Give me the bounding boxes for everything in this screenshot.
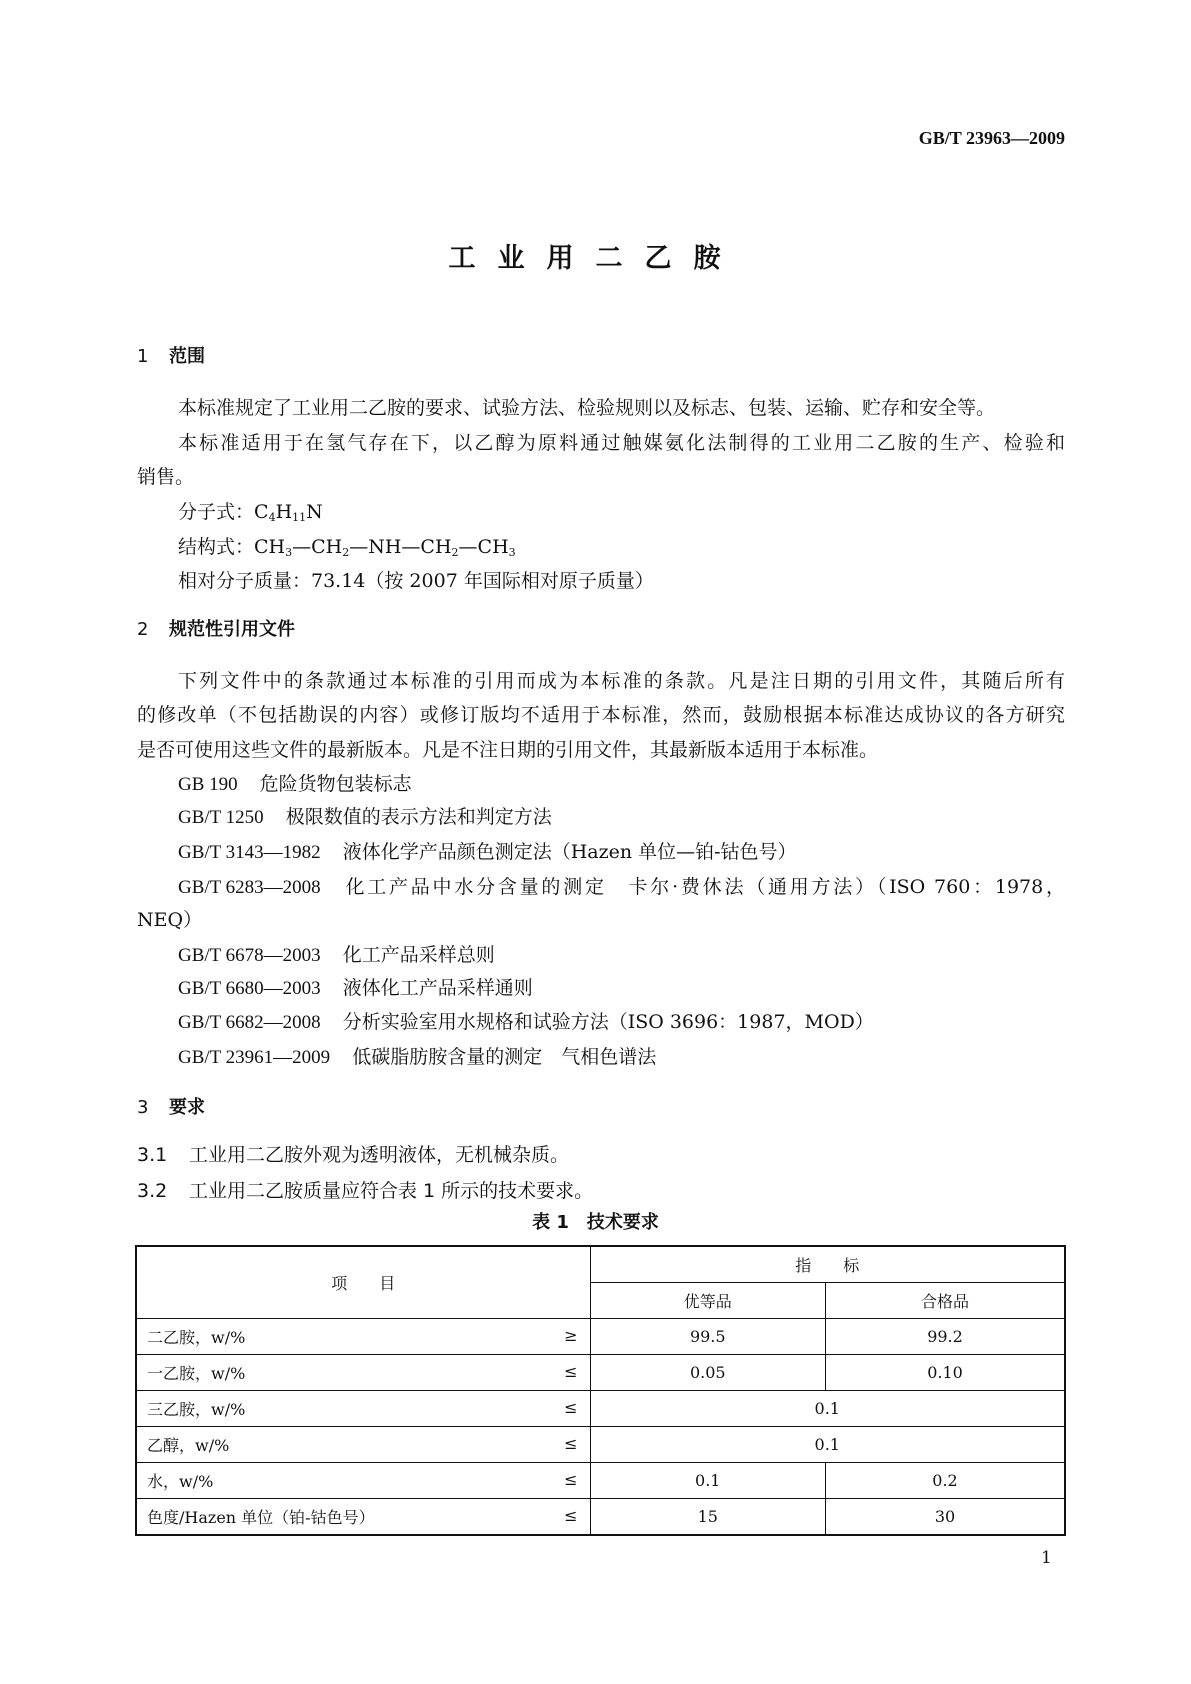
page-number: 1	[1041, 1548, 1052, 1568]
paragraph: 本标准规定了工业用二乙胺的要求、试验方法、检验规则以及标志、包装、运输、贮存和安全等。	[178, 397, 996, 419]
structural-formula	[178, 532, 516, 559]
f: —NH—CH	[349, 536, 452, 558]
reference-item	[178, 802, 552, 829]
item-label: 乙醇，w/%	[147, 1436, 230, 1455]
ref-code: GB/T 1250	[178, 807, 264, 828]
reference-item	[178, 837, 797, 864]
document-title: 工业用二乙胺	[448, 243, 743, 274]
item-label: 二乙胺，w/%	[147, 1328, 246, 1347]
row-item	[136, 1319, 590, 1355]
table-row	[136, 1391, 1065, 1427]
value-qualified: 0.2	[826, 1463, 1066, 1499]
header-item: 项 目	[136, 1246, 590, 1319]
row-item	[136, 1463, 590, 1499]
reference-item	[178, 769, 412, 796]
table-row	[136, 1319, 1065, 1355]
item-label: 一乙胺，w/%	[147, 1364, 246, 1383]
row-item	[136, 1355, 590, 1391]
f: 3	[508, 546, 516, 559]
ref-code: GB 190	[178, 774, 238, 795]
paragraph: 下列文件中的条款通过本标准的引用而成为本标准的条款。凡是注日期的引用文件，其随后所有	[178, 670, 1065, 692]
value-qualified: 0.10	[826, 1355, 1066, 1391]
clause-3-2	[137, 1176, 593, 1203]
f: N	[306, 501, 323, 523]
molecular-mass: 相对分子质量：73.14（按 2007 年国际相对原子质量）	[178, 570, 654, 592]
table-row	[136, 1427, 1065, 1463]
operator: ≤	[564, 1470, 578, 1489]
header-grade-premium: 优等品	[590, 1283, 826, 1319]
clause-number: 3.2	[137, 1180, 168, 1202]
value-premium: 15	[590, 1499, 826, 1536]
f: H	[275, 501, 293, 523]
clause-number: 3.1	[137, 1144, 168, 1166]
ref-title: 液体化学产品颜色测定法（Hazen 单位—铂-钴色号）	[342, 841, 797, 863]
paragraph-cont: 销售。	[137, 466, 195, 488]
ref-code: GB/T 6283—2008	[178, 877, 321, 898]
item-label: 水，w/%	[147, 1472, 214, 1491]
section-number: 1	[137, 346, 149, 367]
standard-number: GB/T 23963—2009	[918, 128, 1065, 148]
header-index: 指 标	[590, 1246, 1065, 1283]
f: 2	[342, 546, 350, 559]
ref-title: 液体化工产品采样通则	[342, 977, 533, 999]
section-number: 2	[137, 619, 149, 640]
operator: ≤	[564, 1398, 578, 1417]
ref-code: GB/T 6680—2003	[178, 978, 321, 999]
ref-code: GB/T 3143—1982	[178, 842, 321, 863]
ref-code: GB/T 23961—2009	[178, 1047, 331, 1068]
item-label: 色度/Hazen 单位（铂-钴色号）	[147, 1508, 375, 1527]
label: 结构式：	[178, 536, 255, 558]
value-both: 0.1	[590, 1391, 1065, 1427]
ref-title: 低碳脂肪胺含量的测定 气相色谱法	[352, 1046, 657, 1068]
reference-item	[178, 940, 495, 967]
ref-code: GB/T 6682—2008	[178, 1012, 321, 1033]
f: —CH	[292, 536, 343, 558]
paragraph: 本标准适用于在氢气存在下，以乙醇为原料通过触媒氨化法制得的工业用二乙胺的生产、检验和	[178, 432, 1065, 454]
technical-requirements-table	[135, 1245, 1066, 1536]
value-qualified: 30	[826, 1499, 1066, 1536]
section-3-heading	[137, 1093, 205, 1119]
operator: ≤	[564, 1506, 578, 1525]
value-premium: 0.1	[590, 1463, 826, 1499]
ref-title: 危险货物包装标志	[259, 773, 412, 795]
label: 分子式：	[178, 501, 255, 523]
row-item	[136, 1427, 590, 1463]
value-both: 0.1	[590, 1427, 1065, 1463]
f: —CH	[458, 536, 509, 558]
ref-title: 化工产品采样总则	[342, 944, 495, 966]
paragraph: 的修改单（不包括勘误的内容）或修订版均不适用于本标准，然而，鼓励根据本标准达成协议的各方研究	[137, 704, 1065, 726]
f: CH	[254, 536, 286, 558]
reference-item	[178, 1042, 656, 1069]
f: 2	[451, 546, 459, 559]
value-premium: 0.05	[590, 1355, 826, 1391]
ref-title: 化工产品中水分含量的测定 卡尔·费休法（通用方法）（ISO 760：1978，	[342, 876, 1065, 898]
table-caption: 表 1 技术要求	[532, 1212, 659, 1233]
f: 4	[268, 511, 276, 524]
ref-title: 极限数值的表示方法和判定方法	[285, 806, 552, 828]
clause-text: 工业用二乙胺质量应符合表 1 所示的技术要求。	[189, 1180, 594, 1202]
section-title: 规范性引用文件	[169, 619, 295, 640]
section-2-heading	[137, 615, 295, 641]
table-row	[136, 1463, 1065, 1499]
section-title: 要求	[169, 1097, 205, 1118]
value-premium: 99.5	[590, 1319, 826, 1355]
reference-item	[178, 872, 1065, 899]
molecular-formula	[178, 497, 323, 524]
reference-item	[178, 973, 533, 1000]
paragraph: 是否可使用这些文件的最新版本。凡是不注日期的引用文件，其最新版本适用于本标准。	[137, 739, 879, 761]
clause-text: 工业用二乙胺外观为透明液体，无机械杂质。	[189, 1144, 570, 1166]
f: C	[254, 501, 269, 523]
f: 3	[285, 546, 293, 559]
row-item	[136, 1391, 590, 1427]
reference-item	[178, 1007, 874, 1034]
section-title: 范围	[169, 346, 205, 367]
operator: ≤	[564, 1362, 578, 1381]
operator: ≤	[564, 1434, 578, 1453]
f: 11	[292, 511, 307, 524]
ref-code: GB/T 6678—2003	[178, 945, 321, 966]
clause-3-1	[137, 1140, 569, 1167]
table-row	[136, 1355, 1065, 1391]
ref-title: 分析实验室用水规格和试验方法（ISO 3696：1987，MOD）	[342, 1011, 874, 1033]
table-row	[136, 1499, 1065, 1536]
value-qualified: 99.2	[826, 1319, 1066, 1355]
reference-cont: NEQ）	[137, 909, 203, 931]
section-number: 3	[137, 1097, 149, 1118]
operator: ≥	[564, 1326, 578, 1345]
header-grade-qualified: 合格品	[826, 1283, 1066, 1319]
item-label: 三乙胺，w/%	[147, 1400, 246, 1419]
row-item	[136, 1499, 590, 1536]
section-1-heading	[137, 342, 205, 368]
